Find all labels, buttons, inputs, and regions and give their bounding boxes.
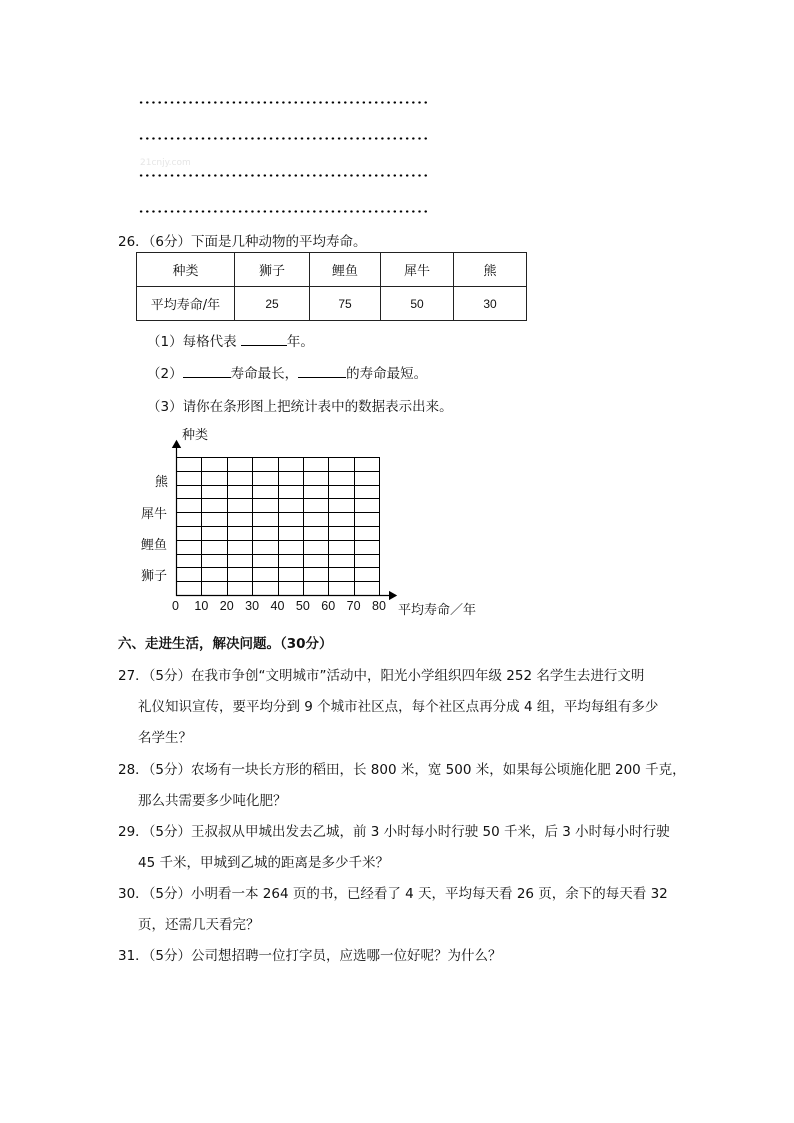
q26-sub2-prefix: （2）: [147, 366, 183, 382]
q26-sub2-suffix: 的寿命最短。: [346, 366, 428, 382]
q30-line-1: 30．（5分）小明看一本 264 页的书，已经看了 4 天，平均每天看 26 页，余下的每天看 32: [118, 886, 668, 902]
q27-line-3: 名学生？: [138, 730, 192, 746]
q30-line-2: 页，还需几天看完？: [138, 917, 260, 933]
table-cell-animal: 狮子: [235, 253, 310, 287]
table-row: [137, 253, 527, 287]
x-tick-label: 0: [172, 599, 179, 613]
x-tick-label: 20: [219, 599, 234, 613]
table-cell-animal: 犀牛: [381, 253, 454, 287]
table-cell-value: 25: [235, 287, 310, 321]
q31-line-1: 31．（5分）公司想招聘一位打字员，应选哪一位好呢？为什么？: [118, 948, 502, 964]
table-header-cell: 种类: [137, 253, 235, 287]
q29-line-2: 45 千米，甲城到乙城的距离是多少千米？: [138, 855, 389, 871]
answer-dotline-3: [138, 174, 430, 177]
table-cell-value: 30: [454, 287, 527, 321]
answer-dotline-1: [138, 101, 430, 104]
q29-line-1: 29．（5分）王叔叔从甲城出发去乙城，前 3 小时每小时行驶 50 千米，后 3 小时每小时行驶: [118, 824, 670, 840]
answer-blank[interactable]: [298, 365, 346, 378]
answer-blank[interactable]: [241, 333, 287, 346]
q26-title: 26．（6分）下面是几种动物的平均寿命。: [118, 234, 367, 250]
lifespan-table: [136, 252, 527, 321]
table-cell-value: 75: [310, 287, 381, 321]
x-tick-label: 80: [372, 599, 386, 613]
chart-y-axis-label: 种类: [182, 428, 209, 443]
answer-blank[interactable]: [183, 365, 231, 378]
chart-category-label: 狮子: [141, 569, 168, 584]
section-heading: 六、走进生活，解决问题。（30分）: [118, 636, 333, 652]
table-cell-animal: 鲤鱼: [310, 253, 381, 287]
chart-category-label: 鲤鱼: [141, 538, 168, 553]
answer-dotline-2: [138, 137, 430, 140]
q26-sub2-middle: 寿命最长，: [230, 366, 299, 382]
chart-category-label: 熊: [155, 475, 169, 490]
table-cell-animal: 熊: [454, 253, 527, 287]
x-tick-label: 50: [295, 599, 310, 613]
table-row-label: 平均寿命/年: [137, 287, 235, 321]
x-tick-label: 70: [346, 599, 361, 613]
chart-x-axis-label: 平均寿命／年: [398, 603, 477, 618]
chart-category-label: 犀牛: [141, 507, 168, 522]
x-tick-label: 60: [321, 599, 336, 613]
q27-line-2: 礼仪知识宣传，要平均分到 9 个城市社区点，每个社区点再分成 4 组，平均每组有多少: [138, 699, 659, 715]
q27-line-1: 27．（5分）在我市争创“文明城市”活动中，阳光小学组织四年级 252 名学生去进行文明: [118, 668, 645, 684]
q26-sub1-prefix: （1）每格代表: [147, 334, 241, 350]
x-tick-label: 40: [270, 599, 285, 613]
answer-dotline-4: [138, 210, 430, 213]
q28-line-2: 那么共需要多少吨化肥？: [138, 793, 287, 809]
x-tick-label: 30: [245, 599, 260, 613]
table-row: [137, 287, 527, 321]
x-tick-label: 10: [194, 599, 209, 613]
q26-sub1-suffix: 年。: [286, 334, 314, 350]
q26-sub3: （3）请你在条形图上把统计表中的数据表示出来。: [147, 399, 453, 415]
q26-sub2: [147, 362, 427, 382]
q26-sub1: [147, 330, 314, 350]
table-cell-value: 50: [381, 287, 454, 321]
watermark: 21cnjy.com: [140, 158, 191, 168]
q28-line-1: 28．（5分）农场有一块长方形的稻田，长 800 米，宽 500 米，如果每公顷施化肥 200 千克，: [118, 762, 686, 778]
